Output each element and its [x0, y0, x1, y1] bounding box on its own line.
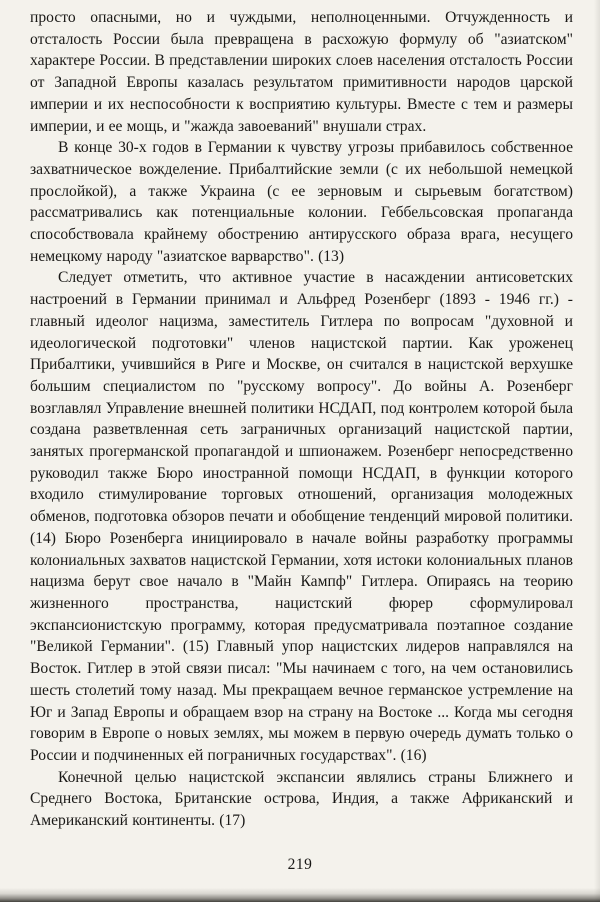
paragraph: Следует отметить, что активное участие в насаждении антисоветских настроений в Германии принимал и Альфред Розенберг (1893 - 1946 гг.) - главный идеолог нацизма, заместитель Гитлера по вопросам "духовной и идеологической подготовки" членов нацистской партии. Как уроженец Прибалтики, учившийся в Риге и Москве, он считался в нацистской верхушке большим специалистом по "русскому вопросу". До войны А. Розенберг возглавлял Управление внешней политики НСДАП, под контролем которой была создана разветвленная сеть заграничных организаций нацистской партии, занятых прогерманской пропагандой и шпионажем. Розенберг непосредственно руководил также Бюро иностранной помощи НСДАП, в функции которого входило стимулирование торговых отношений, организация молодежных обменов, подготовка обзоров печати и обобщение тенденций мировой политики. (14) Бюро Розенберга инициировало в начале войны разработку программы колониальных захватов нацистской Германии, хотя истоки колониальных планов нацизма берут свое начало в "Майн Кампф" Гитлера. Опираясь на теорию жизненного пространства, нацистский фюрер сформулировал экспансионистскую программу, которая предусматривала поэтапное создание "Великой Германии". (15) Главный упор нацистских лидеров направлялся на Восток. Гитлер в этой связи писал: "Мы начинаем с того, на чем остановились шесть столетий тому назад. Мы прекращаем вечное германское устремление на Юг и Запад Европы и обращаем взор на страну на Востоке ... Когда мы сегодня говорим в Европе о новых землях, мы можем в первую очередь думать только о России и подчиненных ей пограничных государствах". (16)	[30, 269, 573, 764]
paragraph: Конечной целью нацистской экспансии являлись страны Ближнего и Среднего Востока, Британские острова, Индия, а также Африканский и Американский континенты. (17)	[30, 768, 573, 830]
paragraph: В конце 30-х годов в Германии к чувству угрозы прибавилось собственное захватническое вожделение. Прибалтийские земли (с их небольшой немецкой прослойкой), а также Украина (с ее зерновым и сырьевым богатством) рассматривались как потенциальные колонии. Геббельсовская пропаганда способствовала крайнему обострению антирусского образа врага, несущего немецкому народу "азиатское варварство". (13)	[30, 139, 573, 265]
scan-edge-bottom	[0, 888, 600, 902]
page-text	[30, 7, 573, 832]
page-number: 219	[287, 856, 313, 873]
paragraph-continuation: просто опасными, но и чуждыми, неполноценными. Отчужденность и отсталость России была превращена в расхожую формулу об "азиатском" характере России. В представлении широких слоев населения отсталость России от Западной Европы казалась результатом примитивности народов царской империи и их неспособности к восприятию культуры. Вместе с тем и размеры империи, и ее мощь, и "жажда завоеваний" внушали страх.	[30, 9, 573, 135]
scan-edge-right	[594, 0, 600, 902]
